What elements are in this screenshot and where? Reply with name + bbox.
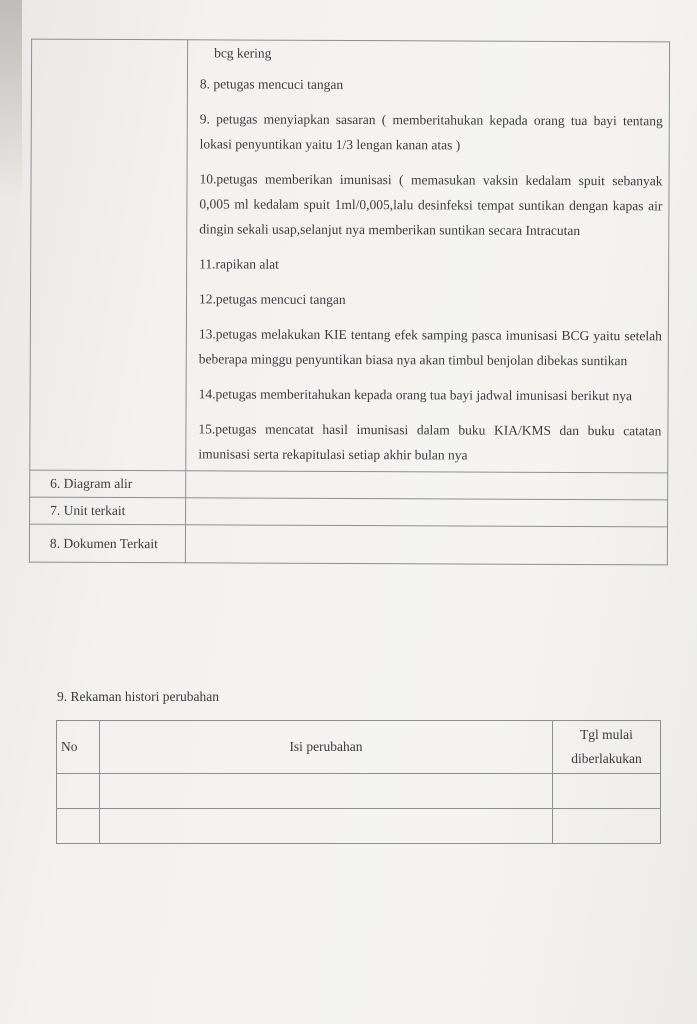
dokumen-terkait-row bbox=[29, 524, 667, 565]
step-8: 8. petugas mencuci tangan bbox=[199, 76, 344, 92]
unit-terkait-row bbox=[30, 497, 668, 527]
history-cell bbox=[57, 774, 100, 809]
history-cell bbox=[553, 809, 661, 844]
history-col-no: No bbox=[57, 721, 100, 774]
procedure-left-cell bbox=[30, 39, 188, 471]
history-table bbox=[56, 720, 661, 844]
step-continuation bbox=[188, 40, 669, 71]
step-12: 12.petugas mencuci tangan bbox=[198, 291, 346, 307]
history-cell bbox=[57, 809, 100, 844]
dokumen-terkait-value bbox=[185, 525, 667, 565]
step-14: 14.petugas memberitahukan kepada orang tua bayi jadwal imunisasi berikut nya bbox=[198, 386, 633, 404]
step-13: 13.petugas melakukan KIE tentang efek samping pasca imunisasi BCG yaitu setelah beberapa minggu penyuntikan biasa nya akan timbul benjolan dibekas suntikan bbox=[198, 326, 662, 369]
sop-procedure-table bbox=[29, 39, 670, 566]
step-text: bcg kering bbox=[214, 45, 272, 61]
history-col-tgl bbox=[553, 721, 661, 774]
history-cell bbox=[100, 809, 553, 844]
step-15: 15.petugas mencatat hasil imunisasi dalam buku KIA/KMS dan buku catatan imunisasi serta rekapitulasi setiap akhir bulan nya bbox=[198, 421, 662, 463]
history-empty-row bbox=[57, 809, 661, 844]
history-empty-row bbox=[57, 774, 661, 809]
history-header-row bbox=[57, 721, 661, 774]
unit-terkait-label: 7. Unit terkait bbox=[30, 497, 186, 525]
page-edge-shadow bbox=[0, 0, 22, 200]
history-section-title: 9. Rekaman histori perubahan bbox=[57, 689, 219, 704]
step-10: 10.petugas memberikan imunisasi ( memasukan vaksin kedalam spuit sebanyak 0,005 ml kedalam spuit 1ml/0,005,lalu desinfeksi tempat suntikan dengan kapas air dingin sekali usap,selanjut nya memberikan suntikan secara Intracutan bbox=[199, 171, 663, 239]
diagram-alir-row bbox=[30, 470, 668, 500]
procedure-row bbox=[30, 39, 670, 473]
step-11: 11.rapikan alat bbox=[199, 256, 279, 272]
diagram-alir-value bbox=[186, 471, 668, 500]
diagram-alir-label: 6. Diagram alir bbox=[30, 470, 186, 498]
procedure-steps-cell bbox=[186, 40, 670, 473]
step-9: 9. petugas menyiapkan sasaran ( memberitahukan kepada orang tua bayi tentang lokasi penyuntikan yaitu 1/3 lengan kanan atas ) bbox=[199, 111, 663, 153]
history-col-tgl-line2: diberlakukan bbox=[571, 751, 642, 766]
unit-terkait-value bbox=[186, 498, 668, 527]
dokumen-terkait-label: 8. Dokumen Terkait bbox=[29, 524, 185, 563]
history-cell bbox=[553, 774, 661, 809]
history-col-tgl-line1: Tgl mulai bbox=[580, 727, 633, 742]
history-cell bbox=[100, 774, 553, 809]
history-col-isi: Isi perubahan bbox=[100, 721, 553, 774]
